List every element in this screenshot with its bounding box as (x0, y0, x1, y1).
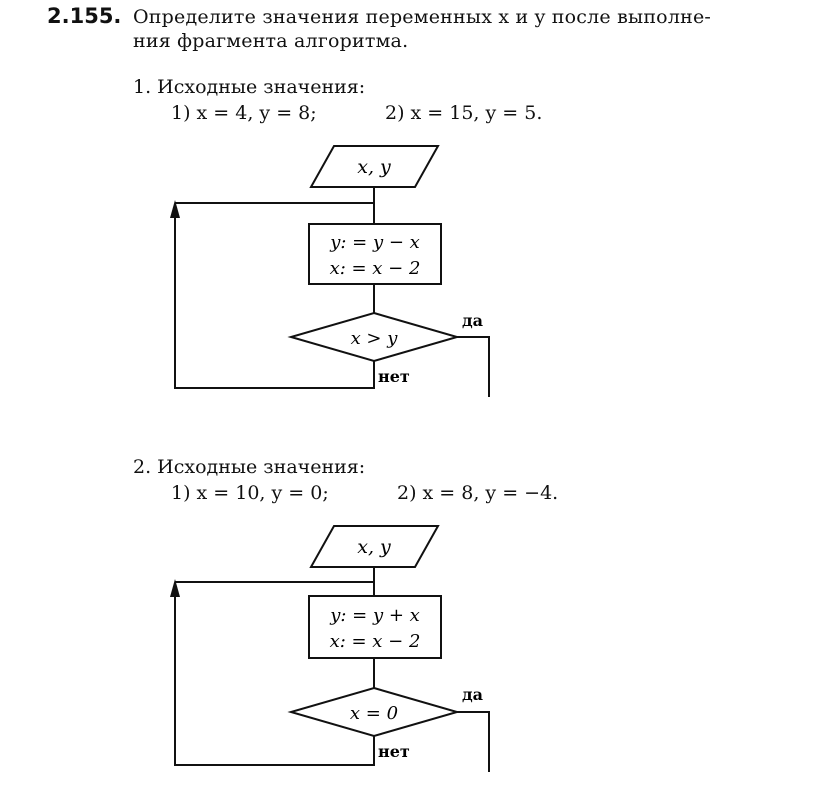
flow2-process-line2: x: = x − 2 (329, 631, 421, 652)
flow2-process-line1: y: = y + x (330, 605, 420, 626)
task2-values-2: 2) x = 8, y = −4. (397, 482, 559, 504)
flow2-yes-label: да (462, 685, 484, 704)
flow1-yes-label: да (462, 311, 484, 330)
problem-statement-line1: Определите значения переменных x и y после выполне- (133, 6, 712, 28)
flow1-no-label: нет (378, 367, 410, 386)
task1-heading: 1. Исходные значения: (133, 76, 366, 98)
problem-number: 2.155. (47, 4, 122, 28)
task2-values-1: 1) x = 10, y = 0; (171, 482, 329, 504)
flow1-input-label: x, y (357, 156, 391, 178)
task1-values-2: 2) x = 15, y = 5. (385, 102, 543, 124)
flow1-process-line1: y: = y − x (330, 232, 420, 253)
task1-values-1: 1) x = 4, y = 8; (171, 102, 317, 124)
flow1-condition-label: x > y (350, 328, 398, 349)
flow2-input-label: x, y (357, 536, 391, 558)
task2-heading: 2. Исходные значения: (133, 456, 366, 478)
problem-statement-line2: ния фрагмента алгоритма. (133, 30, 409, 52)
flow2-no-label: нет (378, 742, 410, 761)
flow1-process-line2: x: = x − 2 (329, 258, 421, 279)
flow2-condition-label: x = 0 (349, 703, 399, 724)
